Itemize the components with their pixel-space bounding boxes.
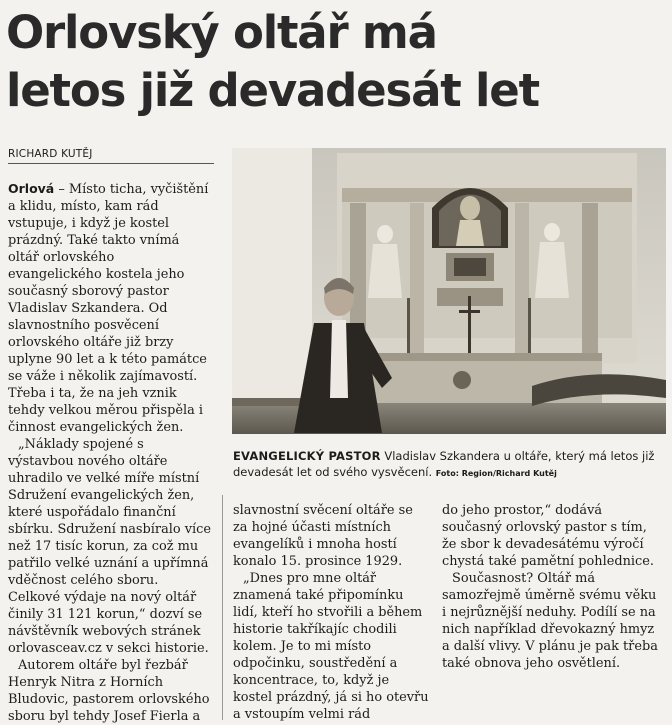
headline-line-2: letos již devadesát let <box>6 64 539 117</box>
paragraph: „Dnes pro mne oltář znamená také připomínku lidí, kteří ho stvořili a během historie takříkajíc chodili kolem. Je to mi místo odpočinku, soustředění a koncentrace, to, když je kostel prázdný, já si ho otevřu a vstoupím velmi rád <box>233 571 429 722</box>
article-column-1 <box>8 180 212 725</box>
headline <box>6 4 666 120</box>
article-column-3 <box>442 502 664 672</box>
byline: RICHARD KUTĚJ <box>8 148 214 164</box>
paragraph: Autorem oltáře byl řezbář Henryk Nitra z Horních Bludovic, pastorem orlovského sboru byl tehdy Josef Fierla a <box>8 658 210 724</box>
headline-line-1: Orlovský oltář má <box>6 6 437 59</box>
article-column-2 <box>233 502 430 723</box>
paragraph: Současnost? Oltář má samozřejmě úměrně svému věku i nejrůznější neduhy. Podílí se na nich například dřevokazný hmyz a další vlivy. V plánu je pak třeba také obnova jeho osvětlení. <box>442 571 658 671</box>
lead-text: – Místo ticha, vyčištění a klidu, místo, kam rád vstupuje, i když je kostel prázdný. Také takto vnímá oltář orlovského evangelického kostela jeho současný sborový pastor Vladislav Szkandera. Od slavnostního posvěcení orlovského oltáře již brzy uplyne 90 let a k této památce se váže i několik zajímavostí. Třeba i ta, že na jeh vznik tehdy velkou měrou přispěla i činnost evangelických žen. <box>8 182 209 435</box>
dateline-place: Orlová <box>8 181 55 196</box>
column-divider <box>222 495 223 720</box>
photo-credit: Foto: Region/Richard Kutěj <box>435 469 557 478</box>
photo-caption <box>233 448 665 482</box>
article-photo <box>232 148 666 434</box>
paragraph: do jeho prostor,“ dodává současný orlovský pastor s tím, že sbor k devadesátému výročí chystá také pamětní pohlednice. <box>442 503 654 569</box>
caption-label: EVANGELICKÝ PASTOR <box>233 449 381 463</box>
paragraph: „Náklady spojené s výstavbou nového oltáře uhradilo ve velké míře místní Sdružení evangelických žen, které uspořádalo finanční sbírku. Sdružení nasbíralo více než 17 tisíc korun, za což mu patřilo velké uznání a upřímná vděčnost celého sboru. Celkové výdaje na nový oltář činily 31 121 korun,“ dozví se návštěvník webových stránek orlovasceav.cz v sekci historie. <box>8 437 212 656</box>
paragraph: slavnostní svěcení oltáře se za hojné účasti místních evangelíků i mnoha hostí konalo 15. prosince 1929. <box>233 503 413 569</box>
caption-text: Vladislav Szkandera u oltáře, který má letos již devadesát let od svého vysvěcení. <box>233 449 655 479</box>
lead-paragraph <box>8 180 212 436</box>
